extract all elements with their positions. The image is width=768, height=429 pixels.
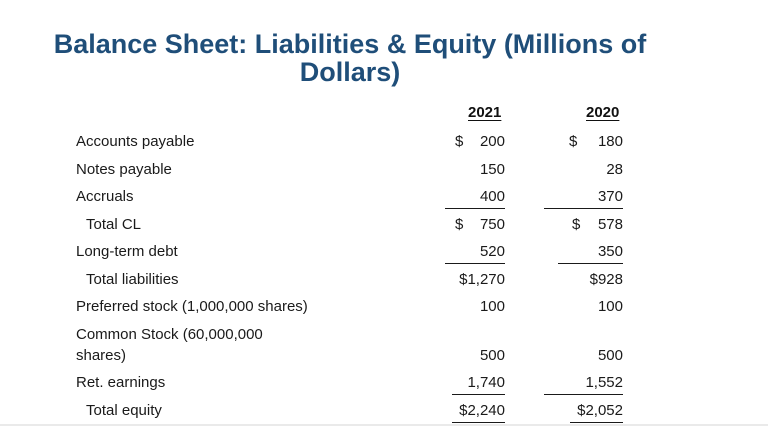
bottom-divider xyxy=(0,424,768,426)
cell-2021 xyxy=(445,347,505,367)
row-preferred-stock xyxy=(0,298,768,322)
amount: 578 xyxy=(597,216,623,233)
row-label: shares) xyxy=(76,347,127,364)
amount: 750 xyxy=(479,216,505,233)
cell-2020 xyxy=(544,133,623,153)
amount: 370 xyxy=(597,188,623,205)
amount: $928 xyxy=(589,271,623,288)
row-label: Total equity xyxy=(86,402,162,419)
cell-2020 xyxy=(544,298,623,318)
amount: 180 xyxy=(597,133,623,150)
currency-sign: $ xyxy=(455,133,464,150)
row-total-cl xyxy=(0,216,768,240)
currency-sign: $ xyxy=(569,133,578,150)
row-notes-payable xyxy=(0,161,768,185)
cell-2020 xyxy=(544,216,623,236)
row-label: Ret. earnings xyxy=(76,374,166,391)
cell-2021 xyxy=(445,161,505,181)
cell-2021 xyxy=(452,402,505,423)
amount: 500 xyxy=(597,347,623,364)
row-label: Accounts payable xyxy=(76,133,195,150)
row-common-stock-line2 xyxy=(0,347,768,371)
row-retained-earnings xyxy=(0,374,768,398)
cell-2020 xyxy=(544,271,623,291)
cell-2020 xyxy=(544,347,623,367)
amount: 520 xyxy=(479,243,505,260)
row-label: Total liabilities xyxy=(86,271,179,288)
amount: 28 xyxy=(606,161,623,178)
cell-2020 xyxy=(544,161,623,181)
amount: 1,740 xyxy=(467,374,505,391)
amount: 1,552 xyxy=(585,374,623,391)
cell-2020 xyxy=(558,243,623,264)
row-total-liabilities xyxy=(0,271,768,295)
row-long-term-debt xyxy=(0,243,768,267)
cell-2021 xyxy=(445,216,505,236)
amount: 350 xyxy=(597,243,623,260)
row-label: Notes payable xyxy=(76,161,172,178)
amount: $1,270 xyxy=(459,271,505,288)
currency-sign: $ xyxy=(572,216,581,233)
amount: 100 xyxy=(479,298,505,315)
amount: $2,052 xyxy=(577,402,623,419)
row-total-equity xyxy=(0,402,768,426)
amount: 200 xyxy=(479,133,505,150)
amount: 500 xyxy=(479,347,505,364)
row-label: Common Stock (60,000,000 xyxy=(76,326,263,343)
row-accruals xyxy=(0,188,768,212)
amount: $2,240 xyxy=(459,402,505,419)
cell-2021 xyxy=(445,133,505,153)
amount: 400 xyxy=(479,188,505,205)
row-label: Preferred stock (1,000,000 shares) xyxy=(76,298,308,315)
cell-2021 xyxy=(445,271,505,291)
cell-2020 xyxy=(570,402,623,423)
row-label: Long-term debt xyxy=(76,243,178,260)
cell-2021 xyxy=(445,188,505,209)
currency-sign: $ xyxy=(455,216,464,233)
cell-2021 xyxy=(445,298,505,318)
row-accounts-payable xyxy=(0,133,768,157)
row-label: Accruals xyxy=(76,188,134,205)
amount: 100 xyxy=(597,298,623,315)
column-header-2020: 2020 xyxy=(586,104,620,121)
column-header-2021: 2021 xyxy=(468,104,502,121)
cell-2021 xyxy=(452,374,505,395)
amount: 150 xyxy=(479,161,505,178)
row-label: Total CL xyxy=(86,216,142,233)
page-title: Balance Sheet: Liabilities & Equity (Millions of Dollars) xyxy=(53,29,647,87)
cell-2020 xyxy=(544,188,623,209)
cell-2021 xyxy=(445,243,505,264)
cell-2020 xyxy=(544,374,623,395)
